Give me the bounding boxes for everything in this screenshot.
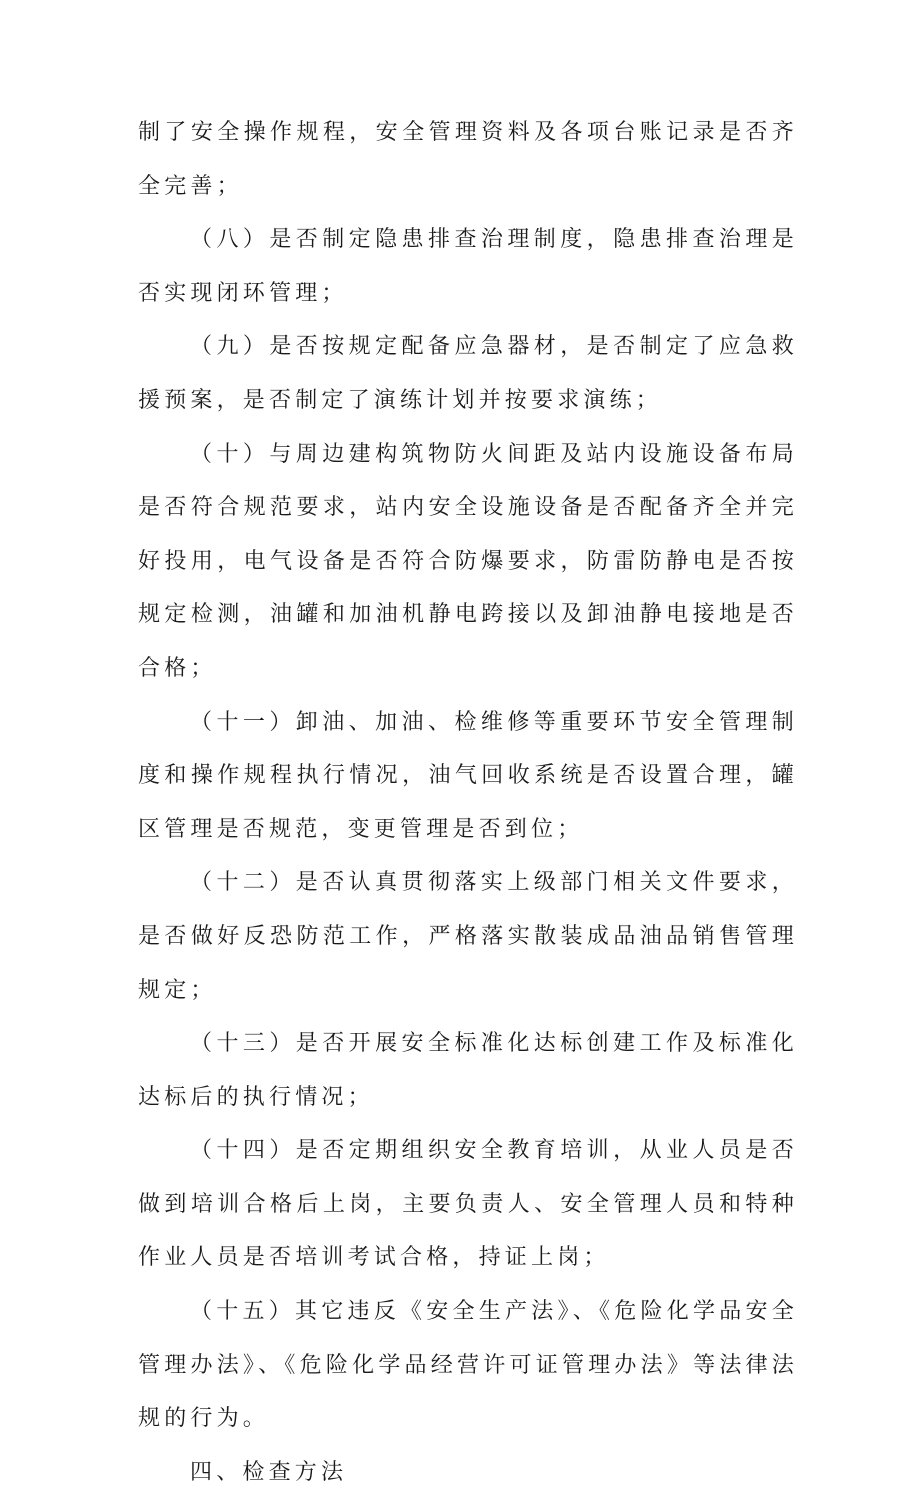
paragraph-item-15: （十五）其它违反《安全生产法》、《危险化学品安全管理办法》、《危险化学品经营许可证管理办法》等法律法规的行为。 — [138, 1299, 798, 1432]
section-heading: 四、检查方法 — [190, 1459, 348, 1485]
document-body — [138, 106, 798, 1499]
paragraph-item-8: （八）是否制定隐患排查治理制度，隐患排查治理是否实现闭环管理； — [138, 227, 798, 306]
paragraph-item-9: （九）是否按规定配备应急器材，是否制定了应急救援预案，是否制定了演练计划并按要求演练； — [138, 334, 798, 413]
paragraph-item-14: （十四）是否定期组织安全教育培训，从业人员是否做到培训合格后上岗，主要负责人、安全管理人员和特种作业人员是否培训考试合格，持证上岗； — [138, 1138, 798, 1271]
paragraph-item-10: （十）与周边建构筑物防火间距及站内设施设备布局是否符合规范要求，站内安全设施设备是否配备齐全并完好投用，电气设备是否符合防爆要求，防雷防静电是否按规定检测，油罐和加油机静电跨接以及卸油静电接地是否合格； — [138, 441, 798, 681]
paragraph-continuation: 制了安全操作规程，安全管理资料及各项台账记录是否齐全完善； — [138, 120, 798, 199]
paragraph-item-13: （十三）是否开展安全标准化达标创建工作及标准化达标后的执行情况； — [138, 1031, 798, 1110]
paragraph-item-11: （十一）卸油、加油、检维修等重要环节安全管理制度和操作规程执行情况，油气回收系统是否设置合理，罐区管理是否规范，变更管理是否到位； — [138, 709, 798, 842]
paragraph-item-12: （十二）是否认真贯彻落实上级部门相关文件要求，是否做好反恐防范工作，严格落实散装成品油品销售管理规定； — [138, 870, 798, 1003]
